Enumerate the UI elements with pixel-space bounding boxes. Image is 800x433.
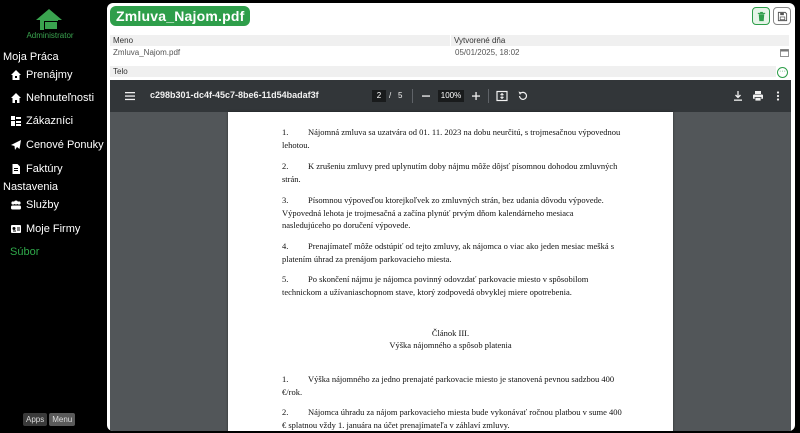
sidebar-item-label: Nehnuteľnosti [26,92,95,104]
article-subtitle: Výška nájomného a spôsob platenia [389,340,512,350]
calendar-icon[interactable] [780,48,789,57]
sidebar-item-cenove-ponuky[interactable] [10,136,104,154]
main-panel [107,3,795,431]
sidebar-item-label: Služby [26,199,60,211]
sidebar-item-moje-firmy[interactable] [10,220,80,238]
article-title: Článok III. [431,328,470,338]
print-button[interactable] [750,88,766,104]
pdf-toolbar [110,80,791,112]
more-vertical-icon [771,89,785,103]
section-nastavenia: Nastavenia [3,181,59,193]
plus-icon [469,89,483,103]
sidebar-item-label: Súbor [10,246,40,258]
bottom-buttons [23,413,75,426]
users-icon [10,115,22,127]
apps-button[interactable]: Apps [23,413,47,426]
section-moja-praca: Moja Práca [3,51,59,63]
rotate-icon [516,89,530,103]
sidebar-item-label: Zákazníci [26,115,74,127]
admin-logo-icon [34,8,64,32]
fit-page-button[interactable] [494,88,510,104]
sidebar-item-label: Moje Firmy [26,223,81,235]
print-icon [751,89,765,103]
page-title: Zmluva_Najom.pdf [110,6,250,26]
file-icon [10,163,22,175]
toolbar-divider [412,89,413,103]
more-menu-button[interactable] [770,88,786,104]
sidebar-item-prenajmy[interactable] [10,66,72,84]
users-group-icon [10,199,22,211]
trash-icon [756,11,767,22]
pdf-file-name: c298b301-dc4f-45c7-8be6-11d54badaf3f [150,90,319,100]
fit-to-page-icon [495,89,509,103]
contract-paragraph: 1. Výška nájomného za jedno prenajaté parkovacie miesto je stanovená pevnou sadzbou 400 €/rok. [282,374,615,397]
vytvorene-value[interactable]: 05/01/2025, 18:02 [455,48,520,57]
pdf-page-separator: / [389,91,392,100]
sidebar-item-faktury[interactable] [10,160,63,178]
pdf-page-input[interactable]: 2 [372,90,386,102]
floppy-disk-icon [777,11,788,22]
sidebar-item-nehnutelnosti[interactable] [10,89,94,107]
delete-button[interactable] [752,7,770,25]
contract-paragraph: 2. Nájomca úhradu za nájom parkovacieho miesta bude vykonávať ročnou platbou v sume 400 € splatnou vždy 1. januára na účet prenajímateľa v záhlaví zmluvy. [282,407,622,430]
id-card-icon [10,223,22,235]
contract-paragraph: 4. Prenajímateľ môže odstúpiť od tejto zmluvy, ak nájomca o viac ako jeden mesiac mešká s platením úhrad za prenájom parkovacieho miesta. [282,241,615,264]
download-button[interactable] [730,88,746,104]
sidebar-item-zakaznici[interactable] [10,112,73,130]
vytvorene-label: Vytvorené dňa [451,35,789,46]
sidebar-item-sluzby[interactable] [10,196,59,214]
pdf-page [228,112,673,431]
sidebar-item-label: Cenové Ponuky [26,139,104,151]
minus-icon [419,89,433,103]
sidebar [0,0,105,433]
pdf-viewer[interactable] [110,80,791,431]
toolbar-divider [488,89,489,103]
sidebar-item-label: Prenájmy [26,69,73,81]
house-icon [10,69,22,81]
telo-label: Telo [110,66,776,77]
send-icon [10,139,22,151]
home-icon [10,92,22,104]
zoom-in-button[interactable] [468,88,484,104]
pdf-menu-button[interactable] [122,88,138,104]
meno-label: Meno [110,35,450,46]
download-icon [731,89,745,103]
contract-paragraph: 5. Po skončení nájmu je nájomca povinný odovzdať parkovacie miesto v spôsobilom technickom a užívaniaschopnom stave, ktorý zodpovedá obvyklej miere opotrebenia. [282,274,589,297]
zoom-level-input[interactable]: 100% [438,90,464,102]
menu-button[interactable]: Menu [49,413,75,426]
more-options-button[interactable]: ··· [777,67,788,78]
contract-paragraph: 1. Nájomná zmluva sa uzatvára od 01. 11. 2023 na dobu neurčitú, s trojmesačnou výpovednou lehotou. [282,127,621,150]
save-button[interactable] [773,7,791,25]
sidebar-item-subor[interactable] [10,243,39,261]
rotate-button[interactable] [515,88,531,104]
pdf-page-total: 5 [398,91,403,100]
zoom-out-button[interactable] [418,88,434,104]
admin-label: Administrator [26,31,74,40]
meno-value[interactable]: Zmluva_Najom.pdf [113,48,181,57]
contract-paragraph: 3. Písomnou výpoveďou ktorejkoľvek zo zmluvných strán, bez udania dôvodu výpovede. Výpovedná lehota je trojmesačná a začína plynúť prvým dňom kalendárneho mesiaca nasledujúceho po doručení výpovede. [282,195,604,230]
hamburger-icon [123,89,137,103]
sidebar-item-label: Faktúry [26,163,63,175]
contract-paragraph: 2. K zrušeniu zmluvy pred uplynutím doby nájmu môže dôjsť písomnou dohodou zmluvných strán. [282,161,618,184]
